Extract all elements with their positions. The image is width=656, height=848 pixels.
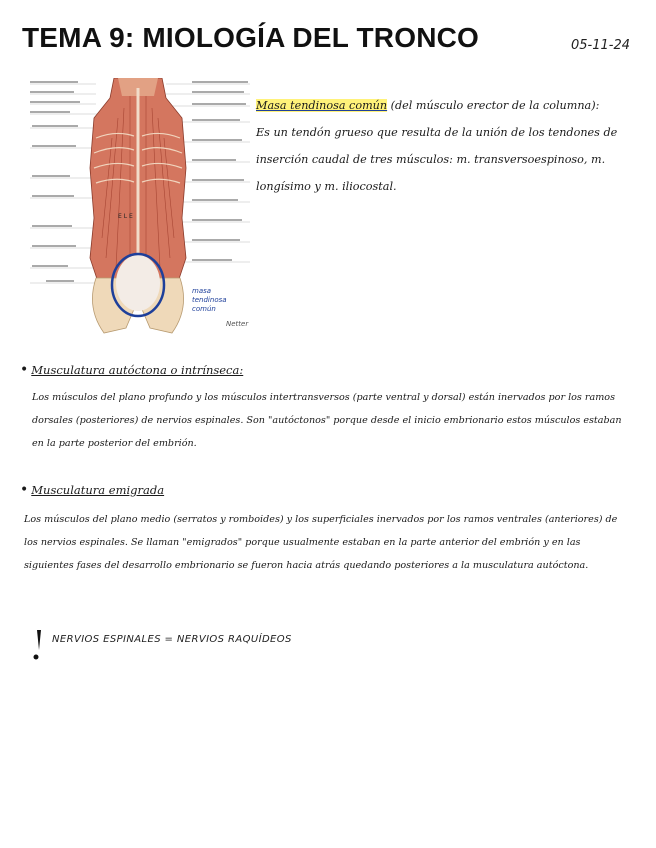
exclamation-icon bbox=[32, 628, 44, 662]
date-label: 05-11-24 bbox=[571, 38, 631, 53]
page-title: TEMA 9: MIOLOGÍA DEL TRONCO bbox=[22, 22, 480, 53]
svg-text:E L E: E L E bbox=[118, 213, 133, 220]
figure-signature: Netter bbox=[226, 320, 249, 328]
emigrated-paragraph: Los músculos del plano medio (serratos y romboides) y los superficiales inervados por los ramos ventrales (anteriores) de los nervios espinales. Se llaman "emigrados" porque usualmente estaban en la parte anterior del embrión y en las siguientes fases del desarrollo embrionario se fueron hacia atrás quedando posteriores a la musculatura autóctona. bbox=[24, 514, 618, 571]
bullet-dot-icon: • bbox=[20, 362, 29, 378]
tendinous-mass-body: Es un tendón grueso que resulta de la unión de los tendones de inserción caudal de tres músculos: m. transversoespinoso, m. longísimo y m. iliocostal. bbox=[256, 126, 618, 193]
tendinous-mass-paren: (del músculo erector de la columna): bbox=[387, 99, 600, 112]
figure-annotation: masa tendinosa común bbox=[192, 287, 227, 313]
emigrated-heading bbox=[20, 482, 164, 498]
tendinous-mass-term: Masa tendinosa común bbox=[256, 99, 388, 112]
emigrated-heading-text: Musculatura emigrada bbox=[31, 483, 165, 497]
autochthonous-heading-text: Musculatura autóctona o intrínseca: bbox=[31, 363, 244, 377]
back-muscles-illustration bbox=[26, 78, 254, 340]
autochthonous-heading bbox=[20, 362, 243, 378]
spinal-nerves-note: NERVIOS ESPINALES = NERVIOS RAQUÍDEOS bbox=[52, 634, 292, 645]
tendinous-mass-paragraph bbox=[256, 92, 644, 200]
bullet-dot-icon: • bbox=[20, 482, 29, 498]
autochthonous-paragraph: Los músculos del plano profundo y los músculos intertransversos (parte ventral y dorsal) están inervados por los ramos dorsales (posteriores) de nervios espinales. Son "autóctonos" porque desde el inicio embrionario estos músculos estaban en la parte posterior del embrión. bbox=[32, 392, 622, 449]
